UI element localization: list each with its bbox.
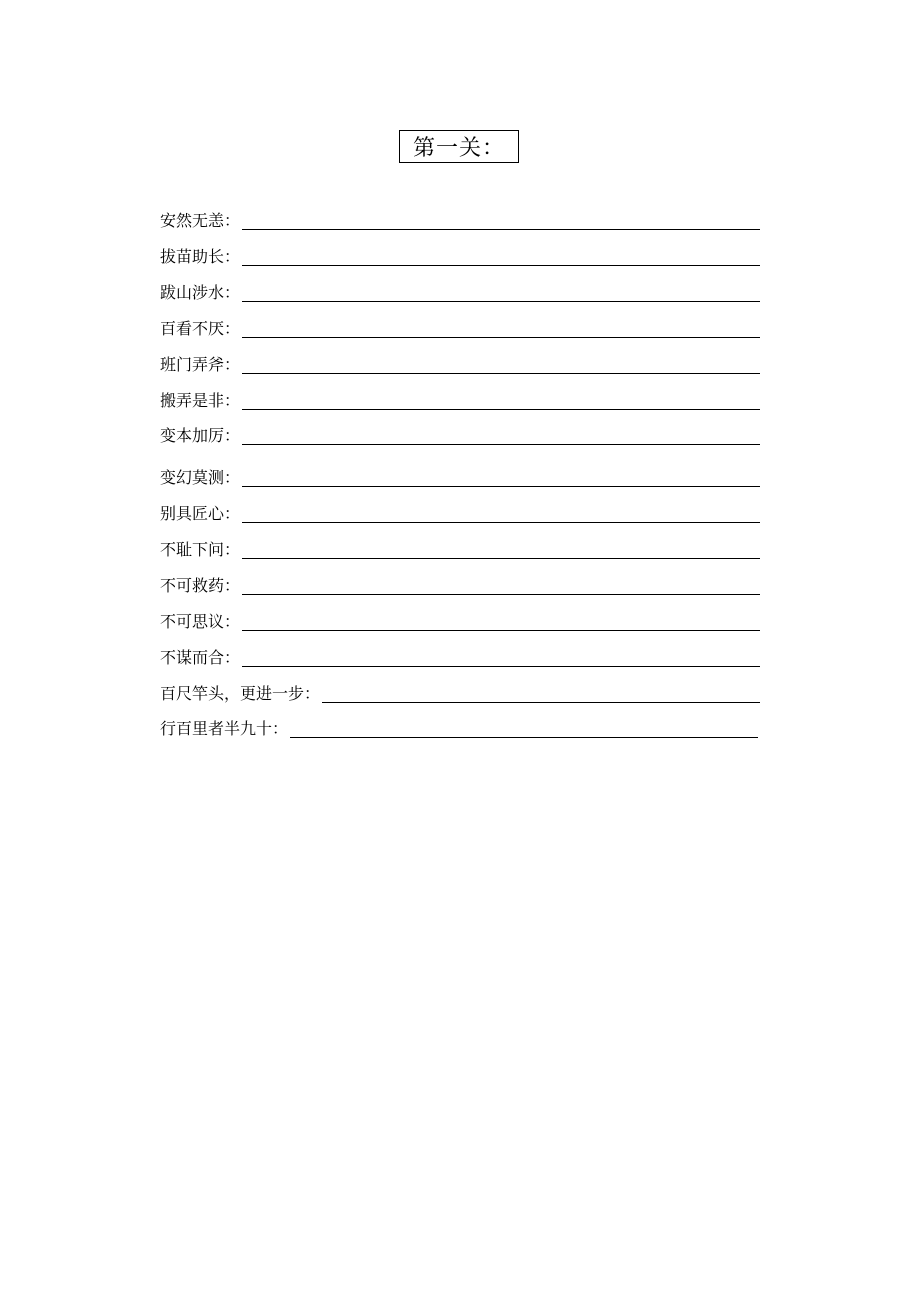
answer-row: [160, 571, 760, 597]
idiom-label: 变本加厉：: [160, 426, 241, 445]
answer-row: [160, 314, 760, 340]
idiom-label: 不可救药：: [160, 576, 241, 595]
answer-blank[interactable]: [242, 228, 760, 230]
answer-blank[interactable]: [242, 372, 760, 374]
idiom-label: 行百里者半九十：: [160, 719, 289, 738]
answer-row: [160, 350, 760, 376]
answer-blank[interactable]: [242, 557, 760, 559]
idiom-label: 班门弄斧：: [160, 355, 241, 374]
answer-row: [160, 607, 760, 633]
answer-row: [160, 463, 760, 489]
answer-blank[interactable]: [242, 521, 760, 523]
answer-blank[interactable]: [242, 336, 760, 338]
answer-row: [160, 278, 760, 304]
answer-blank[interactable]: [290, 736, 758, 738]
idiom-label: 变幻莫测：: [160, 468, 241, 487]
answer-blank[interactable]: [322, 701, 760, 703]
answer-blank[interactable]: [242, 264, 760, 266]
idiom-label: 搬弄是非：: [160, 391, 241, 410]
answer-blank[interactable]: [242, 443, 760, 445]
idiom-label: 不谋而合：: [160, 648, 241, 667]
answer-row: [160, 386, 760, 412]
answer-row: [160, 206, 760, 232]
answer-row: [160, 714, 758, 740]
answer-row: [160, 242, 760, 268]
idiom-label: 跋山涉水：: [160, 283, 241, 302]
answer-blank[interactable]: [242, 300, 760, 302]
answer-row: [160, 421, 760, 447]
answer-blank[interactable]: [242, 408, 760, 410]
page-title: 第一关：: [399, 130, 519, 163]
answer-row: [160, 535, 760, 561]
answer-row: [160, 643, 760, 669]
answer-blank[interactable]: [242, 665, 760, 667]
idiom-label: 安然无恙：: [160, 211, 241, 230]
answer-row: [160, 679, 760, 705]
idiom-label: 百尺竿头，更进一步：: [160, 684, 321, 703]
idiom-label: 不耻下问：: [160, 540, 241, 559]
answer-blank[interactable]: [242, 485, 760, 487]
idiom-label: 百看不厌：: [160, 319, 241, 338]
idiom-label: 别具匠心：: [160, 504, 241, 523]
answer-blank[interactable]: [242, 629, 760, 631]
answer-blank[interactable]: [242, 593, 760, 595]
idiom-label: 不可思议：: [160, 612, 241, 631]
answer-row: [160, 499, 760, 525]
idiom-label: 拔苗助长：: [160, 247, 241, 266]
